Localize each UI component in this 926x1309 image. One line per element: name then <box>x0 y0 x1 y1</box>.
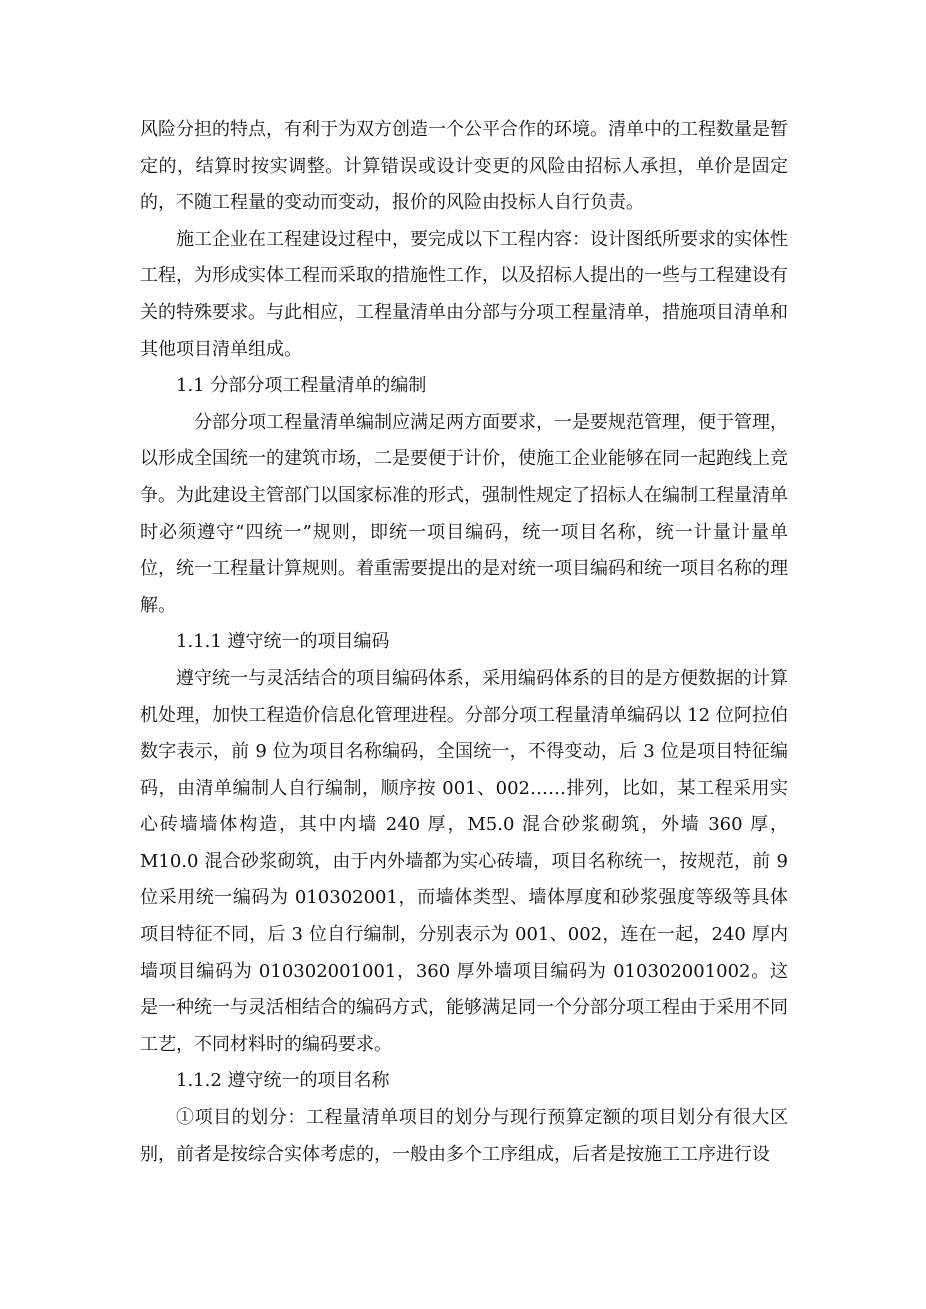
section-heading-1-1-2: 1.1.2 遵守统一的项目名称 <box>176 1070 390 1092</box>
document-body <box>140 112 788 1173</box>
paragraph-risk-sharing: 风险分担的特点，有利于为双方创造一个公平合作的环境。清单中的工程数量是暂定的，结算时按实调整。计算错误或设计变更的风险由招标人承担，单价是固定的，不随工程量的变动而变动，报价的风险由投标人自行负责。 <box>140 119 788 214</box>
section-heading-1-1-1: 1.1.1 遵守统一的项目编码 <box>176 631 390 653</box>
paragraph-construction-content: 施工企业在工程建设过程中，要完成以下工程内容：设计图纸所要求的实体性工程，为形成实体工程而采取的措施性工作，以及招标人提出的一些与工程建设有关的特殊要求。与此相应，工程量清单由分部与分项工程量清单，措施项目清单和其他项目清单组成。 <box>140 228 788 360</box>
paragraph-project-coding: 遵守统一与灵活结合的项目编码体系，采用编码体系的目的是方便数据的计算机处理，加快工程造价信息化管理进程。分部分项工程量清单编码以 12 位阿拉伯数字表示，前 9 位为项目名称编码，全国统一，不得变动，后 3 位是项目特征编码，由清单编制人自行编制，顺序按 001、002……排列，比如，某工程采用实心砖墙墙体构造，其中内墙 240 厚，M5.0 混合砂浆砌筑，外墙 360 厚，M10.0 混合砂浆砌筑，由于内外墙都为实心砖墙，项目名称统一，按规范，前 9 位采用统一编码为 010302001，而墙体类型、墙体厚度和砂浆强度等级等具体项目特征不同，后 3 位自行编制，分别表示为 001、002，连在一起，240 厚内墙项目编码为 010302001001，360 厚外墙项目编码为 010302001002。这是一种统一与灵活相结合的编码方式，能够满足同一个分部分项工程由于采用不同工艺，不同材料时的编码要求。 <box>140 667 788 1055</box>
paragraph-list-compilation: 分部分项工程量清单编制应满足两方面要求，一是要规范管理，便于管理，以形成全国统一的建筑市场，二是要便于计价，使施工企业能够在同一起跑线上竞争。为此建设主管部门以国家标准的形式，强制性规定了招标人在编制工程量清单时必须遵守“四统一”规则，即统一项目编码，统一项目名称，统一计量计量单位，统一工程量计算规则。着重需要提出的是对统一项目编码和统一项目名称的理解。 <box>140 411 788 616</box>
paragraph-project-division: ①项目的划分：工程量清单项目的划分与现行预算定额的项目划分有很大区别，前者是按综合实体考虑的，一般由多个工序组成，后者是按施工工序进行设 <box>140 1107 788 1165</box>
section-heading-1-1: 1.1 分部分项工程量清单的编制 <box>176 375 427 397</box>
